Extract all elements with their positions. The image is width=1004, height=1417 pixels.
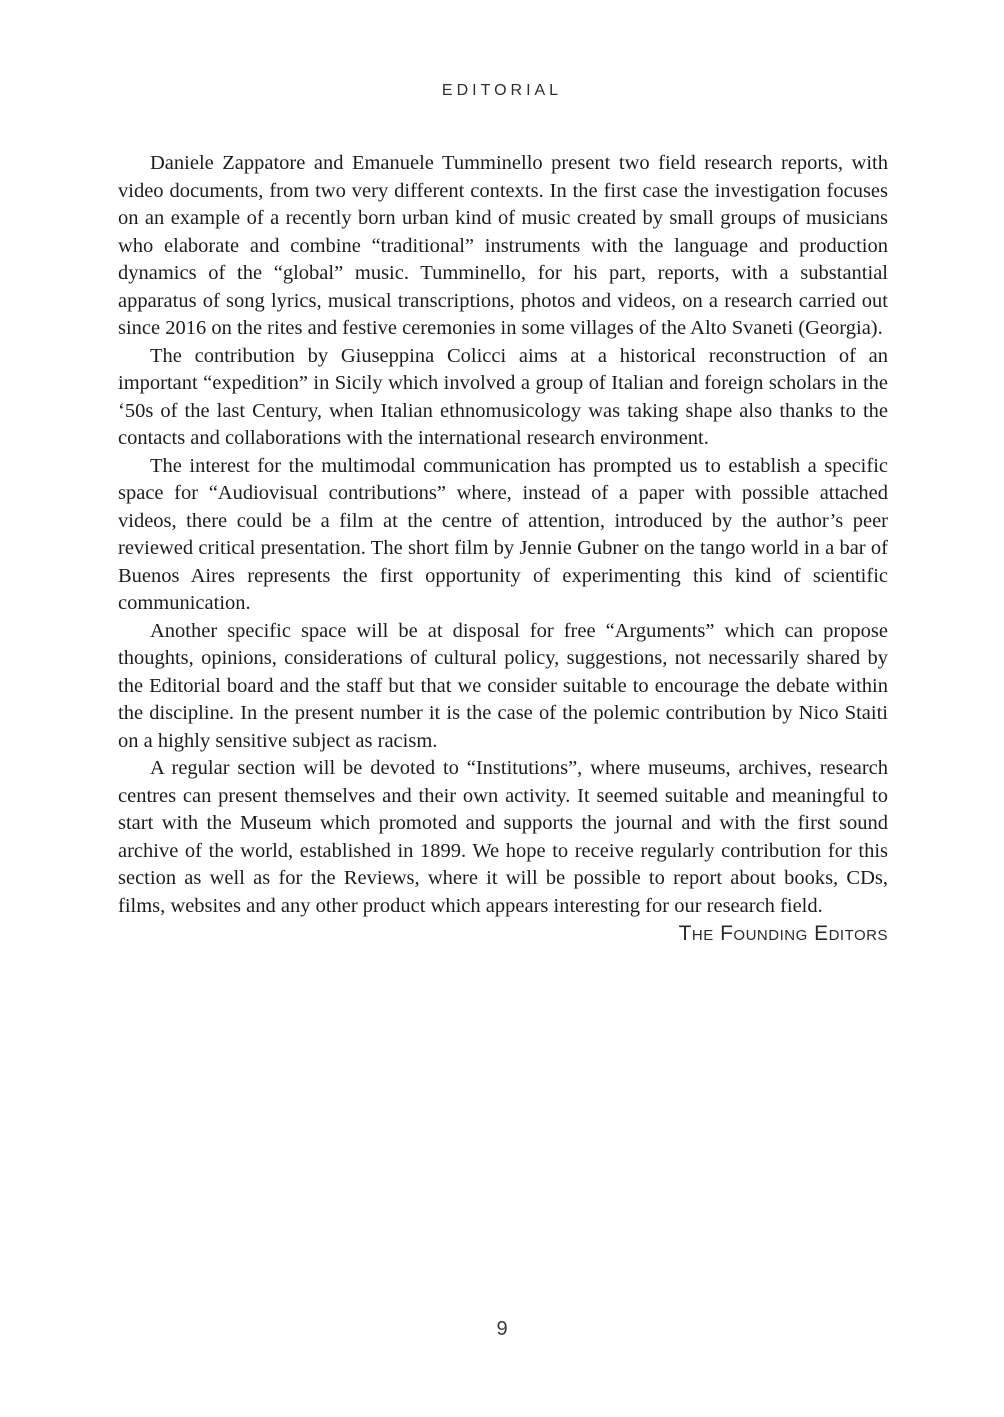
paragraph: Another specific space will be at disposal for free “Arguments” which can propose thoughts, opinions, considerations of cultural policy, suggestions, not necessarily shared by the Editorial board and the staff but that we consider suitable to encourage the debate within the discipline. In the present number it is the case of the polemic contribution by Nico Staiti on a highly sensitive subject as racism.: [118, 619, 888, 752]
editorial-body: [118, 150, 888, 920]
paragraph: The interest for the multimodal communication has prompted us to establish a specific space for “Audiovisual contributions” where, instead of a paper with possible attached videos, there could be a film at the centre of attention, introduced by the author’s peer reviewed critical presentation. The short film by Jennie Gubner on the tango world in a bar of Buenos Aires represents the first opportunity of experimenting this kind of scientific communication.: [118, 454, 888, 614]
page-title: EDITORIAL: [441, 82, 563, 99]
paragraph: Daniele Zappatore and Emanuele Tumminello present two field research reports, with video documents, from two very different contexts. In the first case the investigation focuses on an example of a recently born urban kind of music created by small groups of musicians who elaborate and combine “traditional” instruments with the language and production dynamics of the “global” music. Tumminello, for his part, reports, with a substantial apparatus of song lyrics, musical transcriptions, photos and videos, on a research carried out since 2016 on the rites and festive ceremonies in some villages of the Alto Svaneti (Georgia).: [118, 152, 888, 339]
paragraph: A regular section will be devoted to “Institutions”, where museums, archives, research centres can present themselves and their own activity. It seemed suitable and meaningful to start with the Museum which promoted and supports the journal and with the first sound archive of the world, established in 1899. We hope to receive regularly contribution for this section as well as for the Reviews, where it will be possible to report about books, CDs, films, websites and any other product which appears interesting for our research field.: [118, 757, 888, 917]
paragraph: The contribution by Giuseppina Colicci aims at a historical reconstruction of an important “expedition” in Sicily which involved a group of Italian and foreign scholars in the ‘50s of the last Century, when Italian ethnomusicology was taking shape also thanks to the contacts and collaborations with the international research environment.: [118, 344, 888, 449]
page-number: 9: [496, 1318, 508, 1340]
founding-editors-signature: The Founding Editors: [678, 922, 888, 945]
